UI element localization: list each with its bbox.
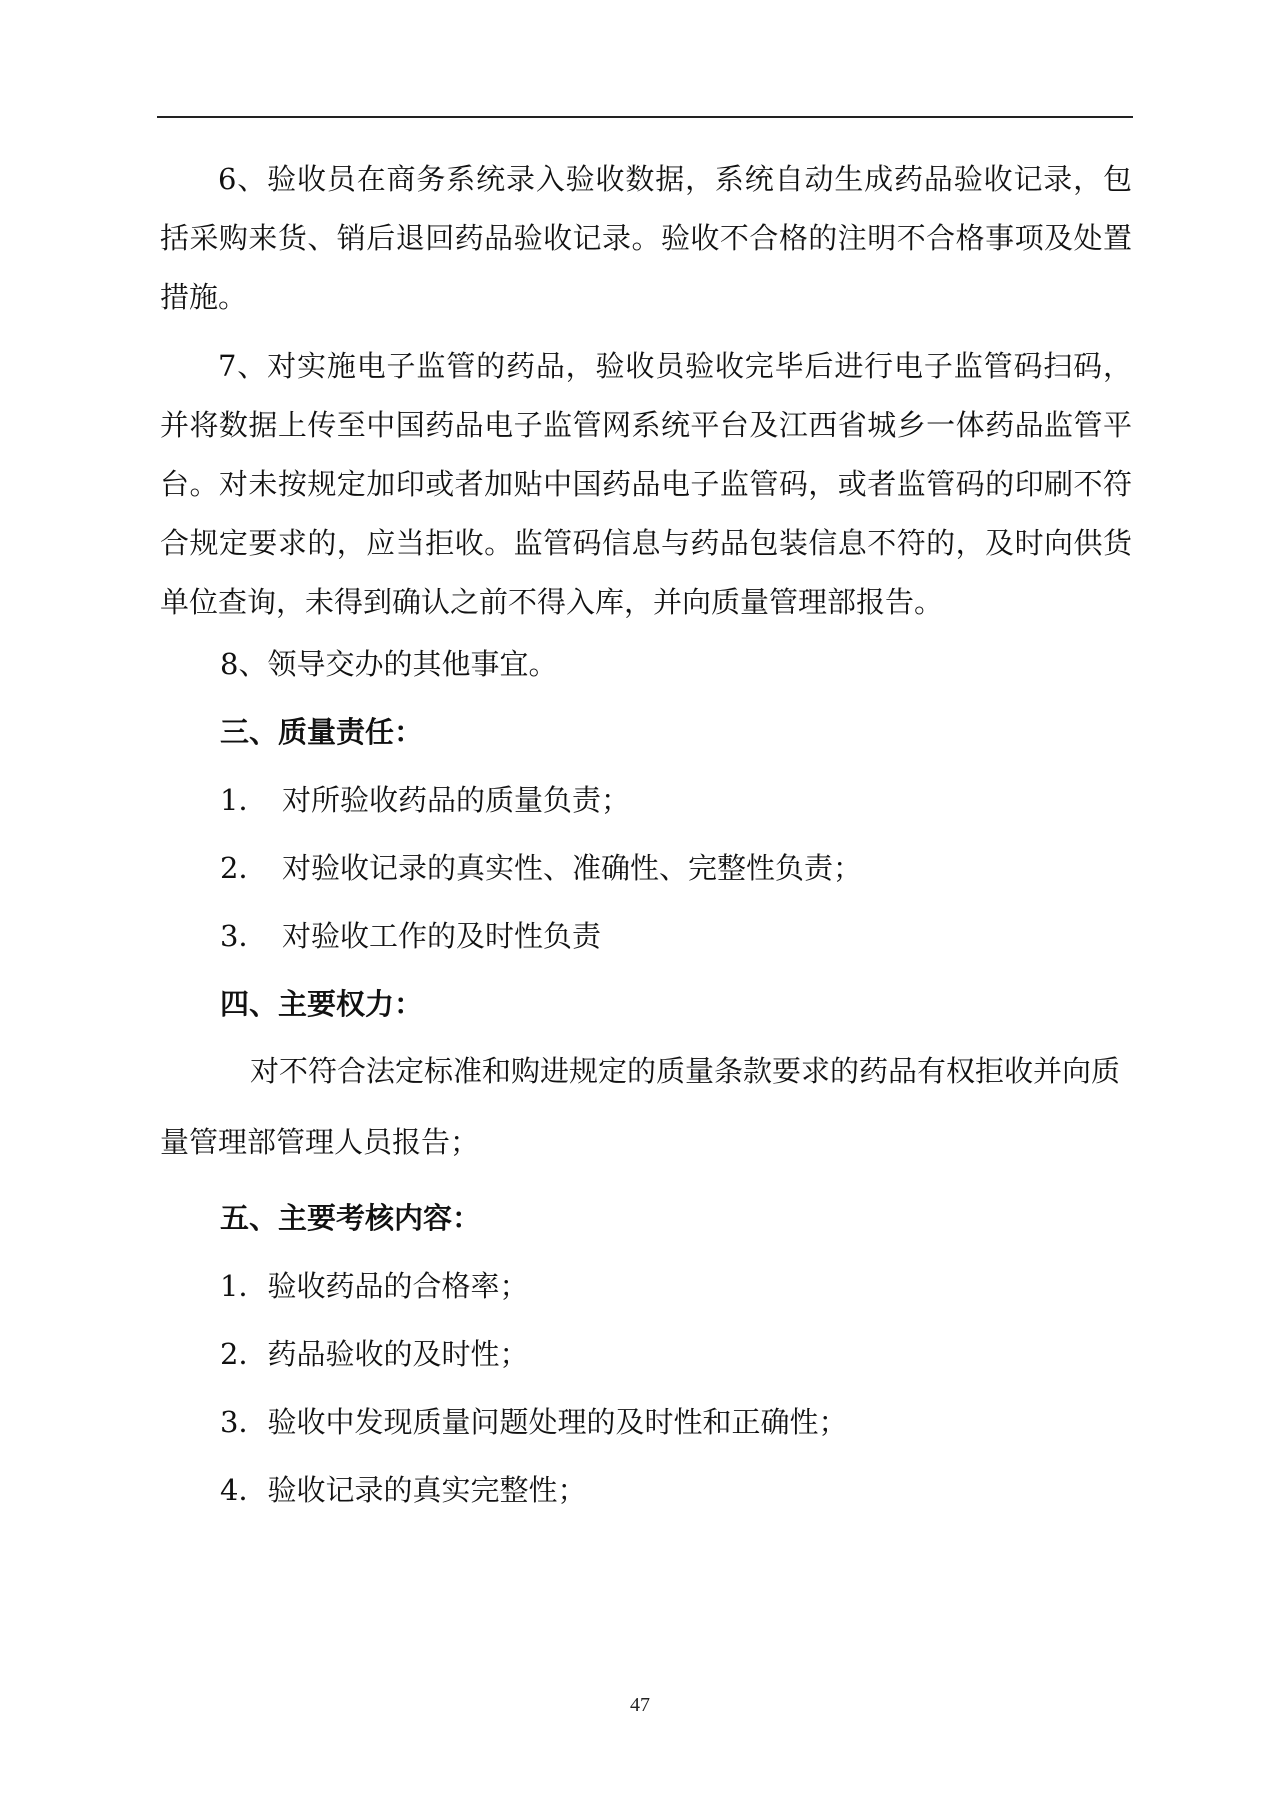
paragraph-6: 6、验收员在商务系统录入验收数据，系统自动生成药品验收记录，包括采购来货、销后退回药品验收记录。验收不合格的注明不合格事项及处置措施。 <box>160 162 1132 314</box>
list-item <box>160 848 1132 888</box>
list-item: 1．验收药品的合格率； <box>220 1269 529 1303</box>
list-item: 4．验收记录的真实完整性； <box>220 1473 587 1507</box>
section-5-heading: 五、主要考核内容： <box>220 1201 482 1235</box>
list-item: 3．验收中发现质量问题处理的及时性和正确性； <box>220 1405 848 1439</box>
list-item-text: 对验收工作的及时性负责 <box>282 919 602 953</box>
list-item-text: 对验收记录的真实性、准确性、完整性负责； <box>282 851 863 885</box>
document-body <box>160 150 1132 1510</box>
page-number: 47 <box>630 1694 650 1716</box>
list-item-number: 3． <box>220 919 268 953</box>
section-3-heading: 三、质量责任： <box>220 715 424 749</box>
list-item-number: 1． <box>220 783 268 817</box>
header-rule <box>157 116 1133 118</box>
list-item-number: 2． <box>220 851 268 885</box>
list-item-text: 对所验收药品的质量负责； <box>282 783 631 817</box>
section-4-heading: 四、主要权力： <box>220 987 424 1021</box>
list-item: 2．药品验收的及时性； <box>220 1337 529 1371</box>
paragraph-8: 8、领导交办的其他事宜。 <box>220 647 558 681</box>
paragraph-7: 7、对实施电子监管的药品，验收员验收完毕后进行电子监管码扫码，并将数据上传至中国药品电子监管网系统平台及江西省城乡一体药品监管平台。对未按规定加印或者加贴中国药品电子监管码，或者监管码的印刷不符合规定要求的，应当拒收。监管码信息与药品包装信息不符的，及时向供货单位查询，未得到确认之前不得入库，并向质量管理部报告。 <box>160 349 1132 619</box>
section-4-text: 对不符合法定标准和购进规定的质量条款要求的药品有权拒收并向质量管理部管理人员报告； <box>160 1054 1121 1159</box>
list-item <box>160 916 1132 956</box>
list-item <box>160 780 1132 820</box>
